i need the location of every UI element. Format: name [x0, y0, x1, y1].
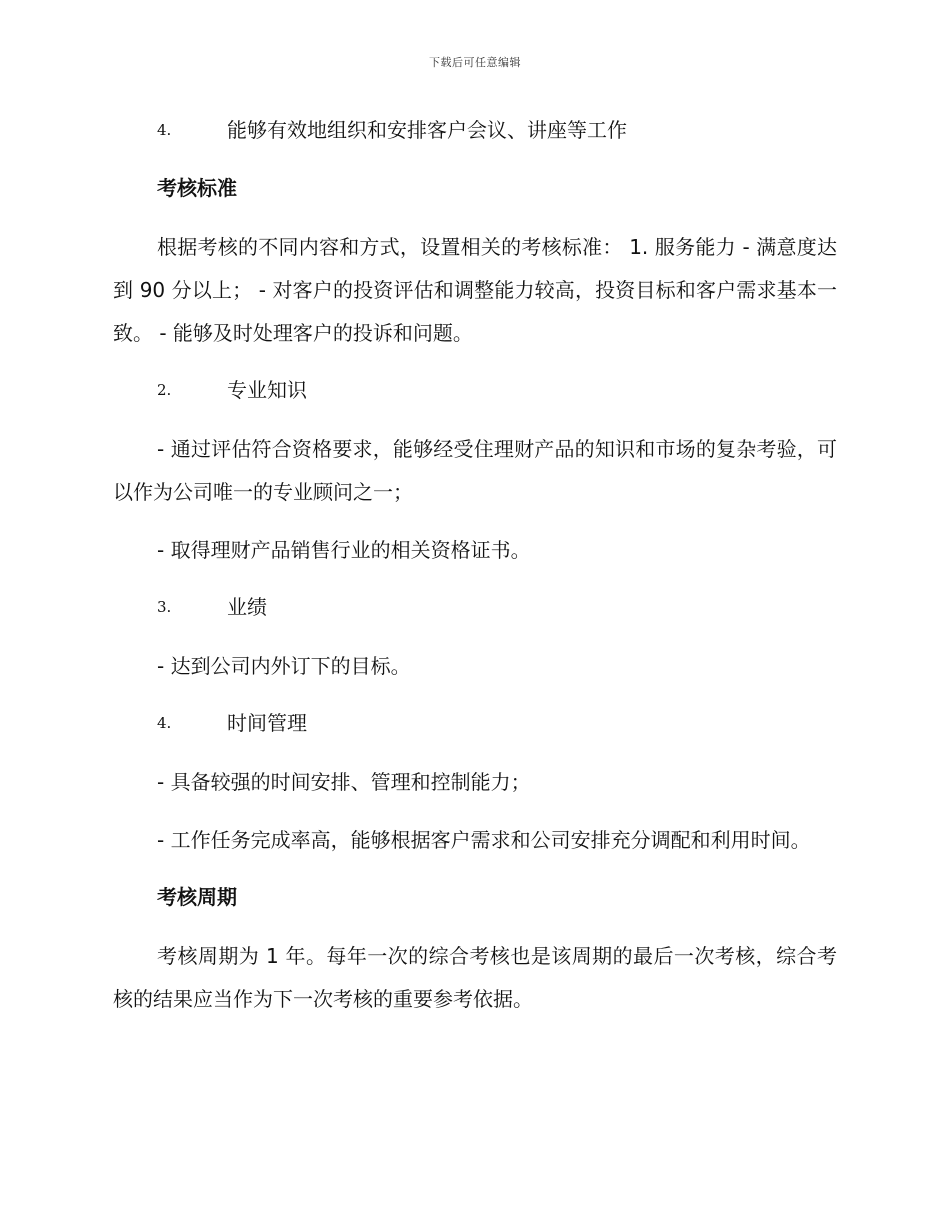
bullet-line-task-completion: - 工作任务完成率高，能够根据客户需求和公司安排充分调配和利用时间。 — [157, 828, 811, 852]
list-item-text: 能够有效地组织和安排客户会议、讲座等工作 — [227, 118, 627, 142]
list-item-time-management — [113, 703, 837, 743]
paragraph-assessment-cycle: 考核周期为 1 年。每年一次的综合考核也是该周期的最后一次考核，综合考核的结果应当作为下一次考核的重要参考依据。 — [113, 944, 837, 1011]
list-item-professional-knowledge — [113, 370, 837, 410]
list-item-organize-meetings — [113, 110, 837, 150]
page-header: 下载后可任意编辑 — [429, 56, 521, 69]
list-number: 2. — [157, 381, 172, 399]
list-number: 3. — [157, 598, 172, 616]
paragraph-assessment-standard: 根据考核的不同内容和方式，设置相关的考核标准： 1. 服务能力 - 满意度达到 90 分以上； - 对客户的投资评估和调整能力较高，投资目标和客户需求基本一致。 - 能够及时处理客户的投诉和问题。 — [113, 235, 837, 345]
list-item-text: 专业知识 — [227, 378, 307, 402]
document-body — [113, 110, 837, 1036]
list-number: 4. — [157, 121, 172, 139]
bullet-line-time-skills: - 具备较强的时间安排、管理和控制能力； — [157, 770, 531, 794]
list-item-text: 业绩 — [227, 595, 267, 619]
list-number: 4. — [157, 714, 172, 732]
list-item-text: 时间管理 — [227, 711, 307, 735]
bullet-line-qualification: - 通过评估符合资格要求，能够经受住理财产品的知识和市场的复杂考验，可以作为公司唯一的专业顾问之一； — [113, 437, 837, 504]
section-heading-assessment-standard: 考核标准 — [157, 176, 237, 200]
bullet-line-certificate: - 取得理财产品销售行业的相关资格证书。 — [157, 538, 531, 562]
bullet-line-targets: - 达到公司内外订下的目标。 — [157, 654, 411, 678]
list-item-performance — [113, 587, 837, 627]
section-heading-assessment-cycle: 考核周期 — [157, 885, 237, 909]
